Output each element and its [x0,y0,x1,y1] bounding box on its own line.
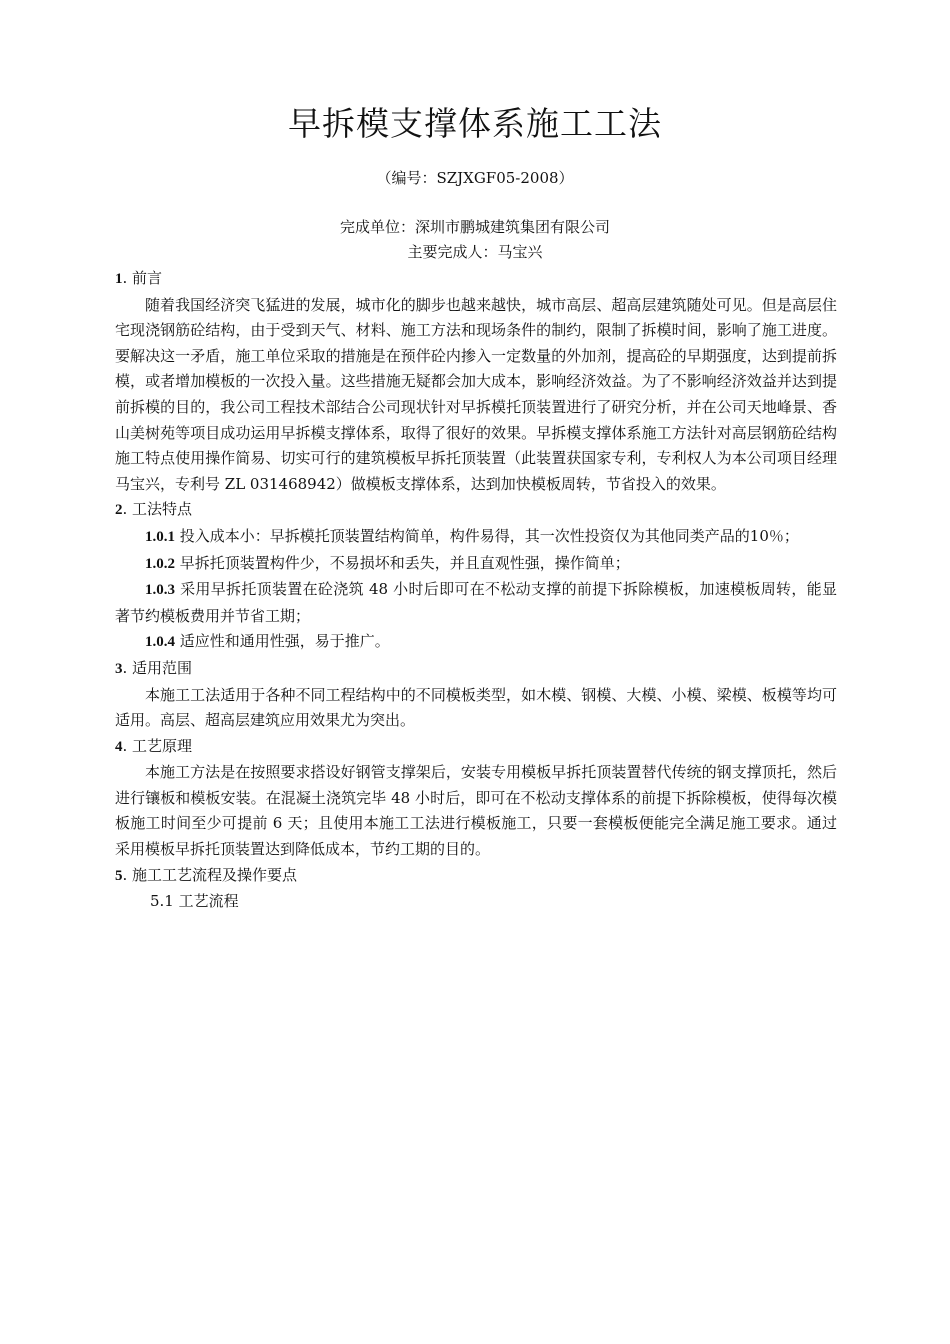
section-title: . 工法特点 [122,500,193,519]
section-number: 5 [115,867,123,884]
item-number: 1.0.4 [145,634,175,651]
section-1-paragraph: 随着我国经济突飞猛进的发展，城市化的脚步也越来越快，城市高层、超高层建筑随处可见。但是高层住宅现浇钢筋砼结构，由于受到天气、材料、施工方法和现场条件的制约，限制了拆模时间，影响了施工进度。要解决这一矛盾，施工单位采取的措施是在预伴砼内掺入一定数量的外加剂，提高砼的早期强度，达到提前拆模，或者增加模板的一次投入量。这些措施无疑都会加大成本，影响经济效益。为了不影响经济效益并达到提前拆模的目的，我公司工程技术部结合公司现状针对早拆模托顶装置进行了研究分析，并在公司天地峰景、香山美树苑等项目成功运用早拆模支撑体系，取得了很好的效果。早拆模支撑体系施工方法针对高层钢筋砼结构施工特点使用操作简易、切实可行的建筑模板早拆托顶装置（此装置获国家专利，专利权人为本公司项目经理马宝兴，专利号 ZL 031468942）做模板支撑体系，达到加快模板周转，节省投入的效果。 [115,295,837,493]
main-author: 主要完成人：马宝兴 [407,243,543,261]
feature-item-4 [115,629,837,656]
section-title: . 适用范围 [122,658,193,677]
section-number: 4 [115,738,123,755]
item-text: 投入成本小：早拆模托顶装置结构简单，构件易得，其一次性投资仅为其他同类产品的10％； [175,526,799,545]
item-text: 采用早拆托顶装置在砼浇筑 48 小时后即可在不松动支撑的前提下拆除模板，加速模板周转，能显著节约模板费用并节省工期； [115,580,837,625]
feature-item-3 [115,577,837,629]
section-heading-1 [115,266,837,293]
item-number: 1.0.1 [145,528,175,545]
subsection-heading: 5.1 工艺流程 [150,892,239,911]
item-text: 早拆托顶装置构件少，不易损坏和丢失，并且直观性强，操作简单； [175,553,630,572]
section-number: 3 [115,660,123,677]
section-number: 1 [115,271,123,287]
section-heading-4 [115,734,837,761]
section-heading-3 [115,656,837,683]
completion-unit: 完成单位：深圳市鹏城建筑集团有限公司 [339,218,610,236]
section-heading-5 [115,863,837,890]
feature-item-2 [115,551,837,578]
section-title: . 施工工艺流程及操作要点 [122,865,298,884]
document-title: 早拆模支撑体系施工工法 [288,104,662,143]
section-title: . 工艺原理 [122,736,193,755]
document-body [115,266,837,915]
feature-item-1 [115,524,837,551]
section-3-paragraph: 本施工工法适用于各种不同工程结构中的不同模板类型，如木模、钢模、大模、小模、梁模、板模等均可适用。高层、超高层建筑应用效果尤为突出。 [115,685,837,730]
item-text: 适应性和通用性强，易于推广。 [175,632,390,651]
section-number: 2 [115,502,123,519]
document-code: （编号：SZJXGF05-2008） [376,169,574,187]
item-number: 1.0.3 [145,582,175,599]
section-heading-2 [115,497,837,524]
item-number: 1.0.2 [145,555,175,572]
section-title: . 前言 [122,269,163,287]
section-4-paragraph: 本施工方法是在按照要求搭设好钢管支撑架后，安装专用模板早拆托顶装置替代传统的钢支撑顶托，然后进行镶板和模板安装。在混凝土浇筑完毕 48 小时后，即可在不松动支撑体系的前提下拆除模板，使得每次模板施工时间至少可提前 6 天；且使用本施工工法进行模板施工，只要一套模板便能完全满足施工要求。通过采用模板早拆托顶装置达到降低成本，节约工期的目的。 [115,763,837,859]
